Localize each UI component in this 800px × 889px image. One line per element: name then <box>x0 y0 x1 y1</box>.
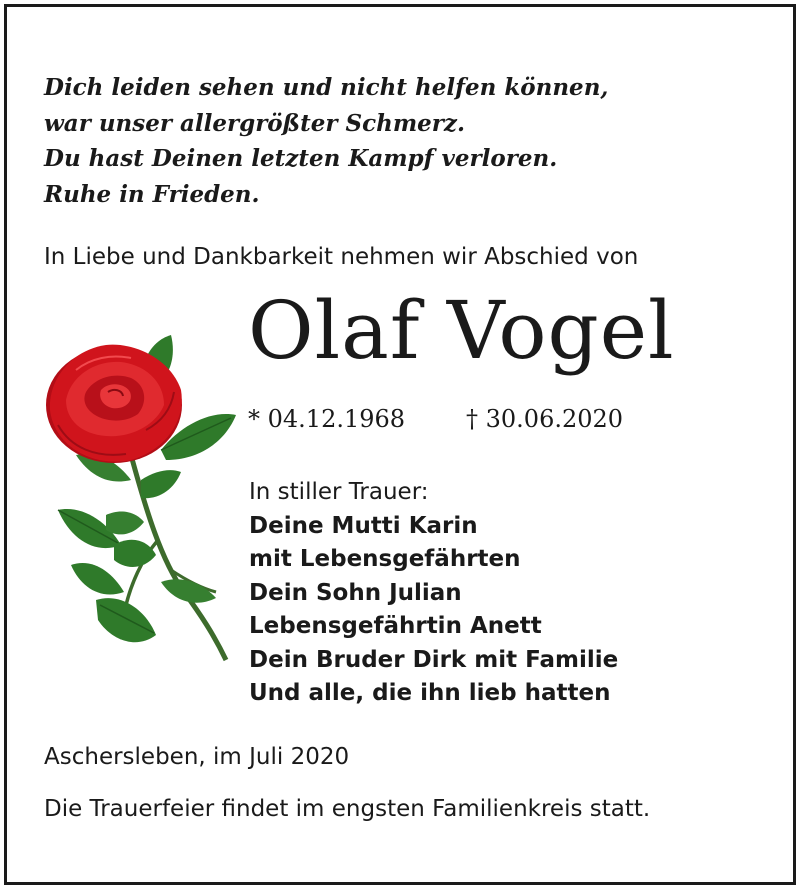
mourner-name: Deine Mutti Karin <box>249 512 478 539</box>
mourner-name: Und alle, die ihn lieb hatten <box>249 680 611 706</box>
funeral-note: Die Trauerfeier findet im engsten Familienkreis statt. <box>44 796 651 822</box>
deceased-name: Olaf Vogel <box>248 284 675 377</box>
poem-line: Du hast Deinen letzten Kampf verloren. <box>44 145 558 172</box>
mourner-name: Lebensgefährtin Anett <box>249 613 542 639</box>
mourner-name: Dein Bruder Dirk mit Familie <box>249 646 619 673</box>
intro-text: In Liebe und Dankbarkeit nehmen wir Abschied von <box>44 244 639 270</box>
mourners-list <box>249 476 618 711</box>
death-date: † 30.06.2020 <box>466 405 624 433</box>
red-rose-image <box>36 330 246 690</box>
life-dates <box>248 405 624 433</box>
place-date: Aschersleben, im Juli 2020 <box>44 744 350 770</box>
poem-line: war unser allergrößter Schmerz. <box>44 109 465 137</box>
mourner-name: mit Lebensgefährten <box>249 546 521 572</box>
poem-verse <box>44 70 704 212</box>
mourner-name: Dein Sohn Julian <box>249 579 462 606</box>
mourners-heading: In stiller Trauer: <box>249 479 429 505</box>
poem-line: Ruhe in Frieden. <box>44 180 260 208</box>
poem-line: Dich leiden sehen und nicht helfen können, <box>44 74 609 101</box>
birth-date: * 04.12.1968 <box>248 405 406 433</box>
